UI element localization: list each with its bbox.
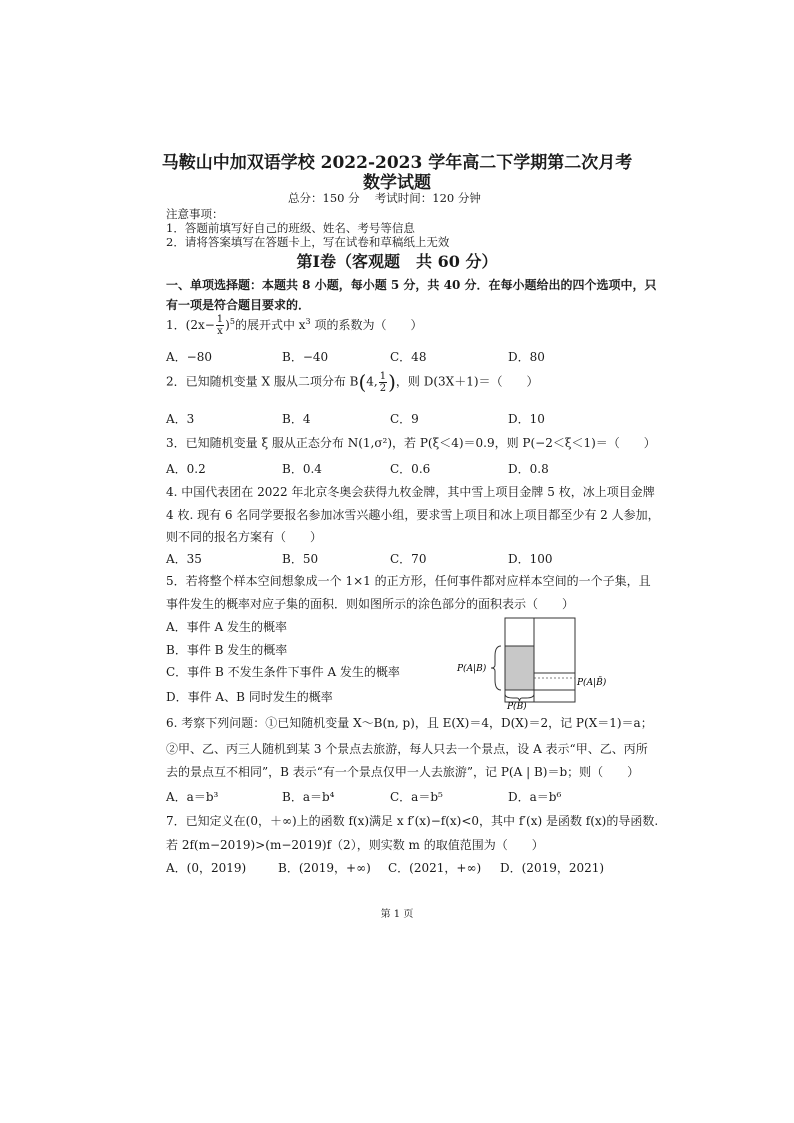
q3-option-d: D．0.8 bbox=[508, 462, 549, 476]
q6-option-b: B．a＝b⁴ bbox=[282, 790, 335, 804]
q1-exponent-2: 3 bbox=[305, 317, 311, 326]
q3-text: 已知随机变量 ξ 服从正态分布 N(1,σ²)，若 P(ξ＜4)＝0.9，则 P(−2＜ξ＜1)＝（ ） bbox=[185, 436, 656, 450]
q1-option-d: D．80 bbox=[508, 350, 545, 364]
q4-option-c: C．70 bbox=[390, 552, 427, 566]
q1-expr-paren: ) bbox=[225, 318, 230, 332]
q2-option-b: B．4 bbox=[282, 412, 311, 426]
q6-option-a: A．a＝b³ bbox=[166, 790, 219, 804]
question-1 bbox=[166, 314, 422, 337]
q5-left-brace bbox=[491, 646, 501, 690]
q2-option-a: A．3 bbox=[166, 412, 195, 426]
part-instruction-line2: 有一项是符合题目要求的． bbox=[166, 298, 311, 312]
q1-text: 的展开式中 x bbox=[234, 318, 306, 332]
q7-option-c: C．(2021，+∞) bbox=[388, 861, 482, 875]
q1-option-a: A．−80 bbox=[166, 350, 212, 364]
q2-binom-pre: 4, bbox=[366, 374, 378, 389]
q2-lparen: ( bbox=[358, 370, 367, 394]
q5-probability-figure bbox=[455, 612, 625, 710]
q1-number: 1． bbox=[166, 318, 186, 332]
q7-option-a: A．(0，2019) bbox=[166, 861, 247, 875]
q1-option-c: C．48 bbox=[390, 350, 427, 364]
q3-number: 3． bbox=[166, 436, 186, 450]
q6-line-3: 去的景点互不相同”，B 表示“有一个景点仅甲一人去旅游”，记 P(A | B)＝b；则（ ） bbox=[166, 765, 640, 779]
q3-option-b: B．0.4 bbox=[282, 462, 322, 476]
q5-option-d: D．事件 A、B 同时发生的概率 bbox=[166, 690, 333, 704]
question-2 bbox=[166, 370, 539, 394]
q1-fraction bbox=[216, 314, 224, 337]
q7-line-2: 若 2f(m−2019)>(m−2019)f（2），则实数 m 的取值范围为（ ） bbox=[166, 838, 544, 852]
q4-line-3: 则不同的报名方案有（ ） bbox=[166, 530, 323, 544]
q2-option-c: C．9 bbox=[390, 412, 419, 426]
q5-line-2: 事件发生的概率对应子集的面积．则如图所示的涂色部分的面积表示（ ） bbox=[166, 597, 575, 611]
q6-option-d: D．a＝b⁶ bbox=[508, 790, 562, 804]
q7-line-1: 7．已知定义在(0，＋∞)上的函数 f(x)满足 x f′(x)−f(x)<0，其中 f′(x) 是函数 f(x)的导函数. bbox=[166, 814, 659, 828]
q5-option-a: A．事件 A 发生的概率 bbox=[166, 620, 287, 634]
q5-unshaded-region bbox=[534, 673, 575, 690]
q2-text-2: ，则 D(3X＋1)＝（ ） bbox=[395, 374, 539, 389]
q2-fraction bbox=[379, 371, 387, 394]
q1-text-2: 项的系数为（ ） bbox=[310, 318, 423, 332]
q3-option-c: C．0.6 bbox=[390, 462, 431, 476]
q5-label-bottom: P(B) bbox=[507, 702, 527, 710]
q2-frac-den: 2 bbox=[379, 382, 387, 394]
q2-rparen: ) bbox=[388, 370, 396, 394]
q2-text: 已知随机变量 X 服从二项分布 B bbox=[185, 374, 359, 389]
q4-option-a: A．35 bbox=[166, 552, 202, 566]
notes-heading: 注意事项： bbox=[166, 207, 224, 221]
q5-label-right: P(A|B̄) bbox=[577, 678, 607, 688]
q1-exponent: 5 bbox=[229, 317, 235, 326]
exam-subtitle: 数学试题 bbox=[363, 173, 431, 193]
q2-number: 2． bbox=[166, 374, 186, 389]
note-item-2: 2．请将答案填写在答题卡上，写在试卷和草稿纸上无效 bbox=[166, 235, 450, 249]
q5-line-1: 5．若将整个样本空间想象成一个 1×1 的正方形，任何事件都对应样本空间的一个子集，且 bbox=[166, 574, 651, 588]
q2-option-d: D．10 bbox=[508, 412, 545, 426]
q3-option-a: A．0.2 bbox=[166, 462, 206, 476]
section-title: 第Ⅰ卷（客观题 共 60 分） bbox=[296, 252, 498, 271]
q1-expr-pre: (2x− bbox=[185, 318, 215, 332]
q7-option-d: D．(2019，2021) bbox=[500, 861, 605, 875]
question-3 bbox=[166, 434, 656, 451]
q5-label-left: P(A|B) bbox=[457, 664, 487, 674]
part-instruction-line1: 一、单项选择题：本题共 8 小题，每小题 5 分，共 40 分．在每小题给出的四个选项中，只 bbox=[166, 278, 657, 292]
q4-option-d: D．100 bbox=[508, 552, 553, 566]
q6-option-c: C．a＝b⁵ bbox=[390, 790, 443, 804]
q5-option-c: C．事件 B 不发生条件下事件 A 发生的概率 bbox=[166, 665, 400, 679]
q6-line-2: ②甲、乙、丙三人随机到某 3 个景点去旅游，每人只去一个景点，设 A 表示“甲、乙、丙所 bbox=[166, 742, 648, 756]
q5-shaded-region bbox=[505, 646, 534, 690]
exam-title: 马鞍山中加双语学校 2022-2023 学年高二下学期第二次月考 bbox=[161, 153, 633, 173]
q4-option-b: B．50 bbox=[282, 552, 319, 566]
q5-option-b: B．事件 B 发生的概率 bbox=[166, 643, 288, 657]
q1-option-b: B．−40 bbox=[282, 350, 329, 364]
exam-info: 总分：150 分 考试时间：120 分钟 bbox=[288, 191, 481, 205]
q4-line-2: 4 枚. 现有 6 名同学要报名参加冰雪兴趣小组，要求雪上项目和冰上项目都至少有 2 人参加， bbox=[166, 508, 660, 522]
q4-line-1: 4. 中国代表团在 2022 年北京冬奥会获得九枚金牌，其中雪上项目金牌 5 枚，冰上项目金牌 bbox=[166, 485, 655, 499]
q1-frac-den: x bbox=[217, 326, 223, 337]
note-item-1: 1．答题前填写好自己的班级、姓名、考号等信息 bbox=[166, 221, 415, 235]
q7-option-b: B．(2019，+∞) bbox=[278, 861, 371, 875]
q1-frac-num: 1 bbox=[216, 314, 224, 325]
page-number: 第 1 页 bbox=[380, 909, 414, 920]
q6-line-1: 6. 考察下列问题：①已知随机变量 X～B(n, p)，且 E(X)＝4，D(X)＝2，记 P(X＝1)＝a； bbox=[166, 716, 653, 730]
q2-frac-num: 1 bbox=[379, 370, 387, 382]
q5-bottom-brace bbox=[505, 694, 534, 701]
